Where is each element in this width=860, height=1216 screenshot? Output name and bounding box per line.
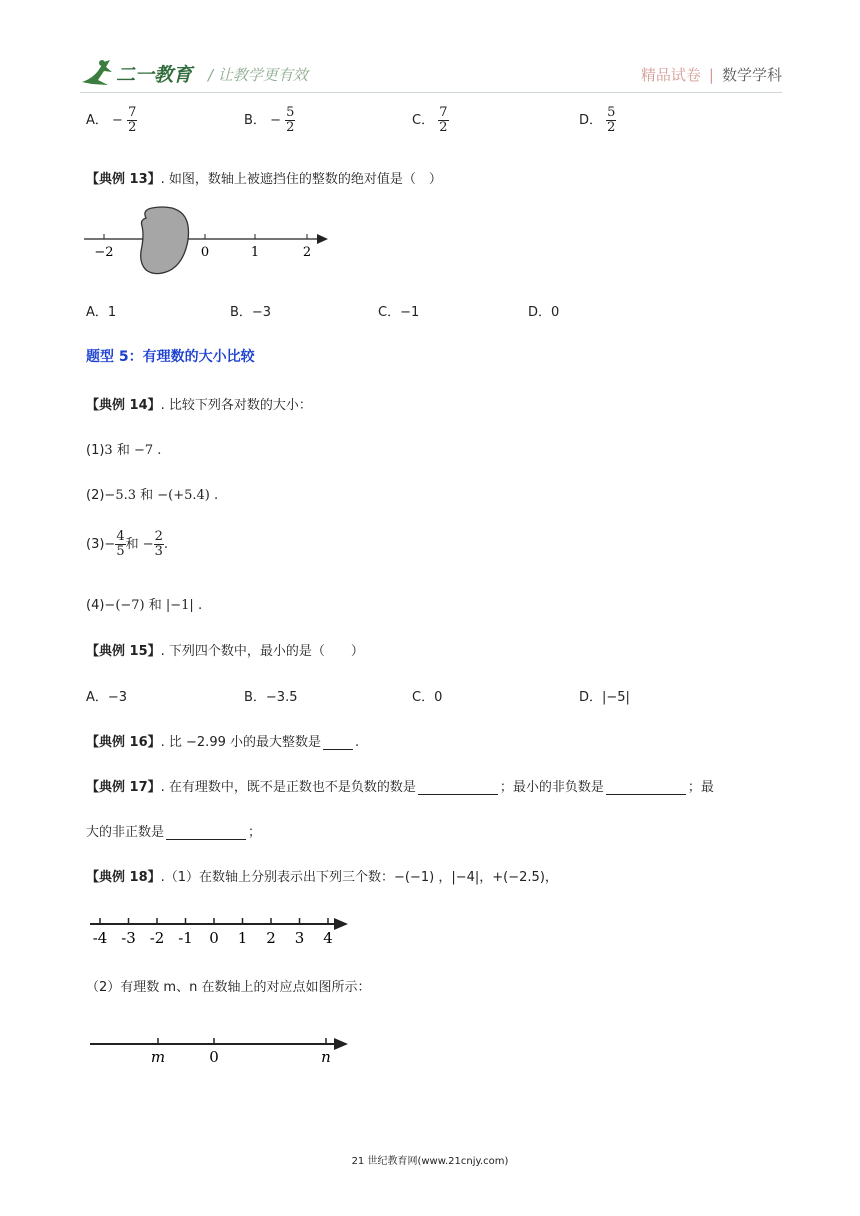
fraction: [127, 106, 137, 135]
question-text: . 比 −2.99 小的最大整数是: [160, 735, 321, 750]
q14-item-1: [86, 439, 161, 458]
tick-label: 1: [237, 929, 248, 947]
q15-option-a: A．−3: [86, 690, 128, 705]
item-mid: 和 −: [125, 537, 154, 552]
tick-label: 1: [250, 245, 260, 260]
denominator: 2: [439, 120, 448, 135]
item-prefix: (4): [86, 598, 105, 613]
answer-blank[interactable]: [606, 780, 686, 795]
item-prefix: (2): [86, 488, 105, 503]
number-line-13: [80, 206, 340, 276]
tick-label: -3: [121, 929, 136, 947]
fraction: [115, 530, 125, 559]
question-label: 【典例 17】: [86, 780, 161, 795]
answer-blank[interactable]: [166, 825, 246, 840]
blob-cover: [141, 207, 189, 274]
tick-label: 0: [209, 929, 219, 947]
option-b: [244, 106, 295, 135]
question-17: [86, 776, 714, 795]
option-letter: C．: [412, 113, 435, 128]
question-15: [86, 640, 364, 659]
tick-label: 2: [302, 245, 312, 260]
question-label: 【典例 15】: [86, 644, 161, 659]
section-heading: 题型 5：有理数的大小比较: [86, 349, 255, 365]
tick-label: 0: [200, 245, 210, 260]
question-16: [86, 731, 359, 750]
runner-logo-icon: [80, 58, 114, 88]
point-label-m: m: [150, 1048, 166, 1066]
q13-option-b: B．−3: [230, 305, 272, 320]
option-letter: A．: [86, 113, 108, 128]
tick-label: -4: [92, 929, 108, 947]
question-text: .（1）在数轴上分别表示出下列三个数：−(−1) ，|−4|，+(−2.5)，: [160, 870, 558, 885]
number-line-18-1: [86, 910, 356, 950]
option-sign: −: [270, 113, 281, 128]
q13-option-a: A．1: [86, 305, 117, 320]
numerator: 7: [439, 105, 448, 120]
item-sign: −: [104, 537, 116, 552]
item-body: −(−7) 和 |−1| .: [104, 598, 203, 613]
denominator: 3: [154, 544, 163, 559]
q15-option-b: B．−3.5: [244, 690, 298, 705]
q14-item-4: [86, 594, 202, 613]
axis-arrow: [334, 918, 348, 930]
item-prefix: (3): [86, 537, 105, 552]
tick-label: 2: [266, 929, 276, 947]
q14-item-2: [86, 484, 218, 503]
option-d: [579, 106, 616, 135]
item-body: −5.3 和 −(+5.4) .: [104, 488, 219, 503]
denominator: 2: [607, 120, 616, 135]
question-18: [86, 866, 558, 885]
fraction: [285, 106, 295, 135]
logo: [80, 58, 320, 92]
point-label-n: n: [321, 1048, 331, 1066]
question-text: . 如图，数轴上被遮挡住的整数的绝对值是（ ）: [160, 172, 442, 187]
question-text: . 在有理数中，既不是正数也不是负数的数是: [160, 780, 416, 795]
question-label: 【典例 16】: [86, 735, 161, 750]
tick-label: 3: [294, 929, 305, 947]
fraction: [438, 106, 448, 135]
question-text: . 比较下列各对数的大小：: [160, 398, 312, 413]
axis-arrow: [334, 1038, 348, 1050]
numerator: 4: [116, 529, 125, 544]
fraction: [154, 530, 164, 559]
numerator: 5: [286, 105, 295, 120]
number-line-18-2: [86, 1030, 356, 1072]
question-text: ；最小的非负数是: [499, 780, 604, 795]
denominator: 5: [116, 544, 125, 559]
question-label: 【典例 18】: [86, 870, 161, 885]
question-13: [86, 168, 442, 187]
q15-option-d: D．|−5|: [579, 690, 630, 705]
fraction: [606, 106, 616, 135]
answer-blank[interactable]: [323, 735, 353, 750]
question-text-end: .: [355, 735, 360, 750]
item-prefix: (1): [86, 443, 105, 458]
logo-text: 二一教育: [116, 64, 193, 86]
tick-label: −2: [94, 245, 114, 260]
denominator: 2: [286, 120, 295, 135]
question-label: 【典例 14】: [86, 398, 161, 413]
tick-label: 4: [323, 929, 333, 947]
tick-label: -2: [149, 929, 165, 947]
numerator: 5: [607, 105, 616, 120]
tag-right: 数学学科: [721, 66, 782, 84]
header-tags: [641, 64, 782, 85]
numerator: 2: [154, 529, 163, 544]
option-a: [86, 106, 137, 135]
tick-label: -1: [178, 929, 193, 947]
tag-left: 精品试卷: [640, 66, 701, 84]
item-end: .: [163, 537, 169, 552]
option-c: [412, 106, 449, 135]
q13-option-c: C．−1: [378, 305, 420, 320]
question-18-part2: （2）有理数 m、n 在数轴上的对应点如图所示：: [86, 980, 371, 995]
header-divider: [80, 92, 782, 93]
axis-arrow: [317, 234, 328, 244]
numerator: 7: [128, 105, 137, 120]
option-sign: −: [112, 113, 123, 128]
slogan: / 让教学更有效: [208, 66, 308, 84]
question-label: 【典例 13】: [86, 172, 161, 187]
question-text: 大的非正数是: [86, 825, 165, 840]
option-letter: B．: [244, 113, 266, 128]
q13-option-d: D．0: [528, 305, 560, 320]
denominator: 2: [128, 120, 137, 135]
footer: 21 世纪教育网(www.21cnjy.com): [351, 1156, 509, 1167]
question-14: [86, 394, 312, 413]
q15-option-c: C．0: [412, 690, 443, 705]
point-label-zero: 0: [209, 1048, 219, 1066]
question-text: . 下列四个数中，最小的是（ ）: [160, 644, 364, 659]
question-text: ；: [248, 825, 262, 840]
tag-separator: |: [708, 66, 714, 84]
tick-group: [93, 918, 333, 947]
answer-blank[interactable]: [418, 780, 498, 795]
question-17-cont: [86, 821, 261, 840]
q14-item-3: [86, 530, 168, 559]
option-letter: D．: [579, 113, 603, 128]
item-body: 3 和 −7 .: [104, 443, 162, 458]
question-text: ；最: [687, 780, 714, 795]
